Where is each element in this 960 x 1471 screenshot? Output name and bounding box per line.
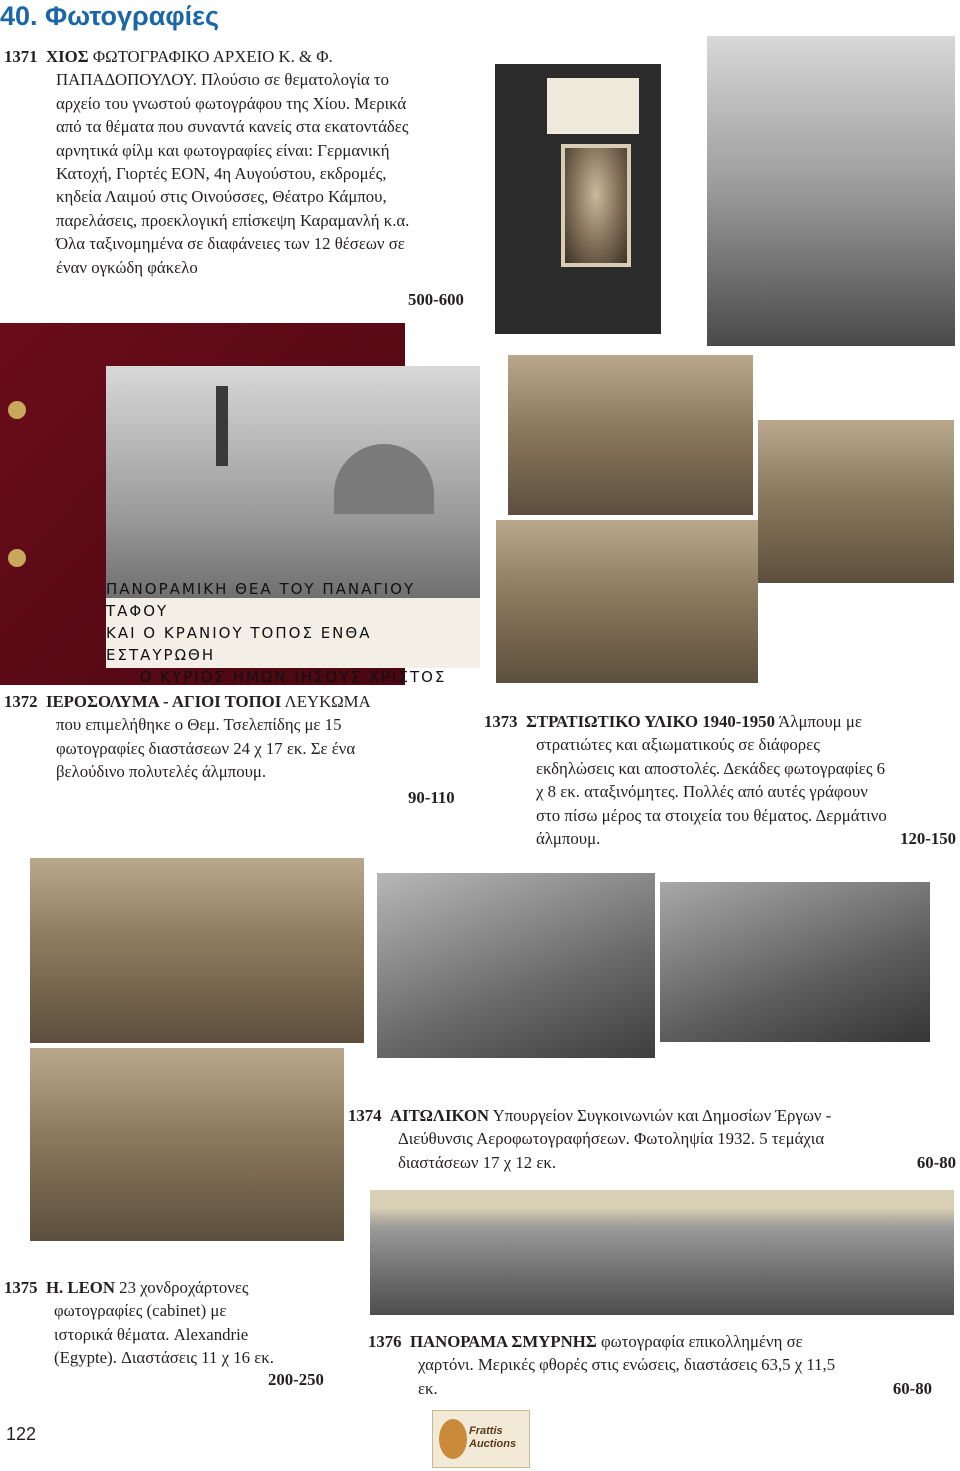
caption-line: Ο ΚΥΡΙΟΣ ΗΜΩΝ ΙΗΣΟΥΣ ΧΡΙΣΤΟΣ <box>139 668 447 686</box>
photo-caption <box>106 580 480 686</box>
lot-title: H. LEON <box>45 1278 115 1297</box>
frattis-logo <box>432 1410 530 1468</box>
page-number: 122 <box>6 1424 37 1444</box>
lot-line: Διεύθυνσις Αεροφωτογραφήσεων. Φωτοληψία 1932. 5 τεμάχια <box>398 1129 825 1149</box>
logo-emblem-icon <box>439 1419 467 1459</box>
lot-number: 1375 <box>4 1278 38 1297</box>
lot-line: Όλα ταξινομημένα σε διαφάνειες των 12 θέσεων σε <box>56 234 405 254</box>
lot-line: 23 χονδροχάρτονες <box>119 1278 249 1297</box>
archive-card <box>547 78 639 134</box>
lot-1373 <box>484 710 956 850</box>
cabinet-photo-2 <box>30 1048 344 1241</box>
lot-number: 1373 <box>484 712 518 731</box>
lot-line: έναν ογκώδη φάκελο <box>56 257 198 277</box>
lot-number: 1374 <box>348 1106 382 1125</box>
portrait-photo <box>561 144 631 267</box>
lot-title: ΙΕΡΟΣΟΛΥΜΑ - ΑΓΙΟΙ ΤΟΠΟΙ <box>45 692 282 711</box>
lot-line: φωτογραφίες (cabinet) με <box>54 1301 227 1321</box>
lot-line: κηδεία Λαιμού στις Οινούσσες, Θέατρο Κάμπου, <box>56 187 387 207</box>
lot-line: διαστάσεων 17 χ 12 εκ. <box>398 1152 557 1172</box>
lot-line: Άλμπουμ με <box>778 712 862 731</box>
lot-price: 90-110 <box>408 788 455 807</box>
lot-line: φωτογραφίες διαστάσεων 24 χ 17 εκ. Σε ένα <box>56 738 356 758</box>
dome-shape <box>334 444 434 514</box>
lot-line: εκ. <box>418 1378 438 1398</box>
lot-price: 500-600 <box>408 290 464 309</box>
lot-line: χαρτόνι. Μερικές φθορές στις ενώσεις, διαστάσεις 63,5 χ 11,5 <box>418 1355 836 1375</box>
lot-line: άλμπουμ. <box>536 829 601 849</box>
aerial-photo-1 <box>377 873 655 1058</box>
lot-line: στρατιώτες και αξιωματικούς σε διάφορες <box>536 735 820 755</box>
lot-line: ιστορικά θέματα. Alexandrie <box>54 1324 249 1344</box>
lot-number: 1371 <box>4 47 38 66</box>
lot-1376 <box>368 1330 932 1400</box>
album-rivet-icon <box>8 401 26 419</box>
cabinet-photo-1 <box>30 858 364 1043</box>
lot-line: παρελάσεις, προεκλογική επίσκεψη Καραμανλή κ.α. <box>56 210 410 230</box>
lot-price: 200-250 <box>268 1370 324 1389</box>
lot-1372 <box>4 690 474 784</box>
lot-1375 <box>4 1276 344 1370</box>
lot-title: ΠΑΝΟΡΑΜΑ ΣΜΥΡΝΗΣ <box>409 1332 597 1351</box>
minaret-shape <box>216 386 228 466</box>
logo-text: Frattis Auctions <box>469 1425 517 1450</box>
lot-line: Κατοχή, Γιορτές ΕΟΝ, 4η Αυγούστου, εκδρομές, <box>56 164 387 184</box>
lot-line: Υπουργείον Συγκοινωνιών και Δημοσίων Έργων - <box>492 1106 832 1125</box>
smyrna-panorama-photo <box>370 1190 954 1315</box>
lot-number: 1372 <box>4 692 38 711</box>
flag-parade-photo <box>496 520 758 683</box>
album-rivet-icon <box>8 549 26 567</box>
lot-line: ΠΑΠΑΔΟΠΟΥΛΟΥ. Πλούσιο σε θεματολογία το <box>56 70 390 90</box>
lot-price: 120-150 <box>900 829 956 849</box>
lot-line: που επιμελήθηκε ο Θεμ. Τσελεπίδης με 15 <box>56 715 342 735</box>
lot-line: ΛΕΥΚΩΜΑ <box>284 692 371 711</box>
page-title: 40. Φωτογραφίες <box>0 1 220 31</box>
caption-line: ΚΑΙ Ο ΚΡΑΝΙΟΥ ΤΟΠΟΣ ΕΝΘΑ ΕΣΤΑΥΡΩΘΗ <box>106 624 372 664</box>
lot-1371 <box>4 45 484 279</box>
lot-line: αρνητικά φίλμ και φωτογραφίες είναι: Γερμανική <box>56 140 390 160</box>
lot-1374 <box>348 1104 956 1174</box>
lot-title: ΧΙΟΣ <box>45 47 89 66</box>
lot-line: αρχείο του γνωστού φωτογράφου της Χίου. Μερικά <box>56 93 407 113</box>
aerial-photo-2 <box>660 882 930 1042</box>
lot-price: 60-80 <box>916 1152 956 1172</box>
lot-title: ΑΙΤΩΛΙΚΟΝ <box>389 1106 489 1125</box>
lot-title: ΣΤΡΑΤΙΩΤΙΚΟ ΥΛΙΚΟ 1940-1950 <box>525 712 775 731</box>
lot-line: εκδηλώσεις και αποστολές. Δεκάδες φωτογραφίες 6 <box>536 758 886 778</box>
soldiers-group-photo <box>508 355 753 515</box>
parade-photo <box>707 36 955 346</box>
jerusalem-panorama-photo <box>106 366 480 686</box>
lot-line: φωτογραφία επικολλημένη σε <box>600 1332 803 1351</box>
lot-line: από τα θέματα που συναντά κανείς στα εκατοντάδες <box>56 117 409 137</box>
soldiers-portrait-photo <box>758 420 954 583</box>
archive-sleeve-photo <box>495 64 661 334</box>
lot-line: βελούδινο πολυτελές άλμπουμ. <box>56 762 267 782</box>
lot-line: στο πίσω μέρος τα στοιχεία του θέματος. Δερμάτινο <box>536 805 887 825</box>
lot-line: ΦΩΤΟΓΡΑΦΙΚΟ ΑΡΧΕΙΟ Κ. & Φ. <box>92 47 333 66</box>
lot-price: 60-80 <box>892 1378 932 1398</box>
lot-line: χ 8 εκ. αταξινόμητες. Πολλές από αυτές γράφουν <box>536 782 868 802</box>
lot-number: 1376 <box>368 1332 402 1351</box>
caption-line: ΠΑΝΟΡΑΜΙΚΗ ΘΕΑ ΤΟΥ ΠΑΝΑΓΙΟΥ ΤΑΦΟΥ <box>106 580 416 620</box>
lot-line: (Egypte). Διαστάσεις 11 χ 16 εκ. <box>54 1348 274 1368</box>
